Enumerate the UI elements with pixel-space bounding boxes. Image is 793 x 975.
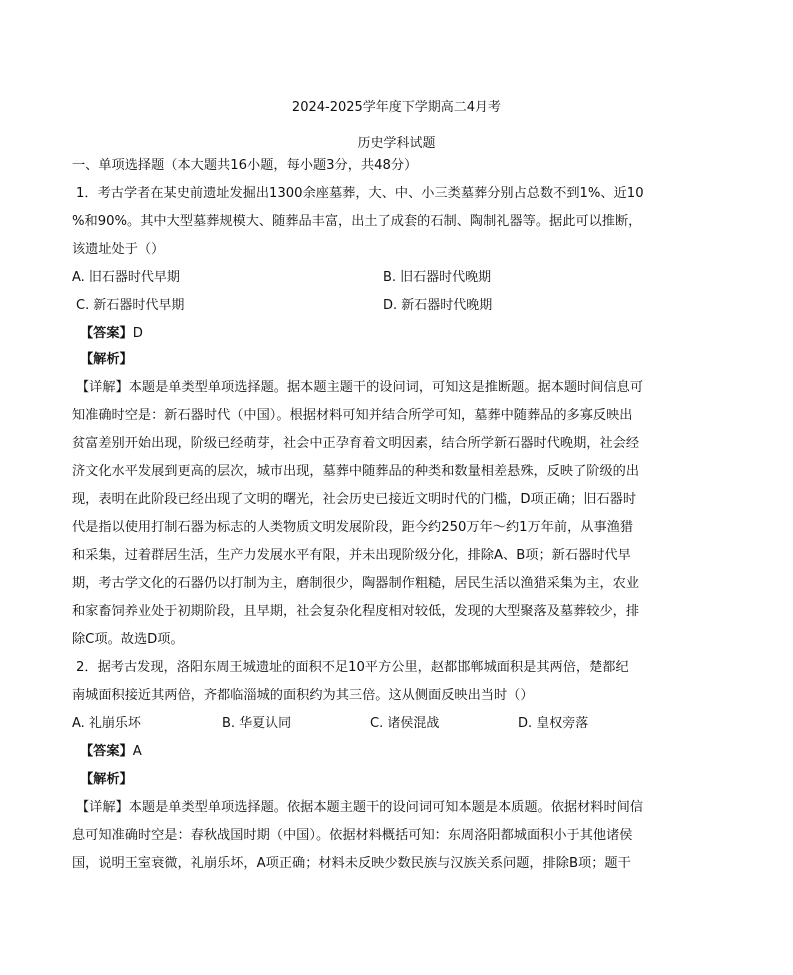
q1-detail-line-4: 济文化水平发展到更高的层次，城市出现，墓葬中随葬品的种类和数量相差悬殊，反映了阶级的出	[72, 464, 640, 479]
q2-stem-line-1: 2．据考古发现，洛阳东周王城遗址的面积不足10平方公里，赵都邯郸城面积是其两倍，楚都纪	[76, 660, 629, 675]
q1-analysis-tag: 【解析】	[80, 352, 133, 367]
q1-detail-line-6: 代是指以使用打制石器为标志的人类物质文明发展阶段，距今约250万年～约1万年前，从事渔猎	[72, 520, 634, 535]
q1-detail-line-7: 和采集，过着群居生活，生产力发展水平有限，并未出现阶级分化，排除A、B项；新石器时代早	[72, 548, 631, 563]
q1-detail-line-8: 期，考古学文化的石器仍以打制为主，磨制很少，陶器制作粗糙，居民生活以渔猎采集为主，农业	[72, 576, 640, 591]
q1-answer	[80, 324, 143, 344]
exam-title: 2024-2025学年度下学期高二4月考	[291, 100, 502, 115]
q2-answer	[80, 742, 142, 762]
q2-detail-line-1: 【详解】本题是单类型单项选择题。依据本题主题干的设问词可知本题是本质题。依据材料时间信	[76, 800, 644, 815]
q1-answer-tag: 【答案】	[80, 326, 133, 341]
q1-option-a: A. 旧石器时代早期	[72, 270, 180, 285]
q2-stem-line-2: 南城面积接近其两倍，齐都临淄城的面积约为其三倍。这从侧面反映出当时（）	[72, 688, 534, 703]
q2-option-a: A. 礼崩乐坏	[72, 716, 141, 731]
q1-detail-line-5: 现，表明在此阶段已经出现了文明的曙光，社会历史已接近文明时代的门槛，D项正确；旧石器时	[72, 492, 637, 507]
q1-stem-line-3: 该遗址处于（）	[72, 242, 165, 257]
q2-option-b: B. 华夏认同	[222, 716, 292, 731]
q1-option-b: B. 旧石器时代晚期	[383, 270, 492, 285]
q2-option-d: D. 皇权旁落	[518, 716, 589, 731]
q1-option-c: C. 新石器时代早期	[76, 298, 185, 313]
q1-detail-line-3: 贫富差别开始出现，阶级已经萌芽，社会中正孕育着文明因素，结合所学新石器时代晚期，社会经	[72, 436, 640, 451]
q1-detail-line-2: 知准确时空是：新石器时代（中国）。根据材料可知并结合所学可知，墓葬中随葬品的多寡反映出	[72, 408, 633, 423]
q1-answer-value: D	[132, 326, 143, 341]
q2-answer-tag: 【答案】	[80, 744, 133, 759]
q1-stem-line-2: %和90%。其中大型墓葬规模大、随葬品丰富，出土了成套的石制、陶制礼器等。据此可以推断，	[72, 214, 642, 229]
q1-detail-line-9: 和家畜饲养业处于初期阶段，且早期，社会复杂化程度相对较低，发现的大型聚落及墓葬较少，排	[72, 604, 640, 619]
subject-title: 历史学科试题	[357, 136, 436, 151]
q2-answer-value: A	[132, 744, 142, 759]
q2-option-c: C. 诸侯混战	[370, 716, 440, 731]
q1-stem-line-1: 1．考古学者在某史前遗址发掘出1300余座墓葬，大、中、小三类墓葬分别占总数不到1%、近10	[76, 186, 644, 201]
q2-analysis-tag: 【解析】	[80, 772, 133, 787]
q2-detail-line-2: 息可知准确时空是：春秋战国时期（中国）。依据材料概括可知：东周洛阳都城面积小于其他诸侯	[72, 828, 633, 843]
section-heading: 一、单项选择题（本大题共16小题，每小题3分，共48分）	[72, 158, 418, 173]
q2-detail-line-3: 国，说明王室衰微，礼崩乐坏，A项正确；材料未反映少数民族与汉族关系问题，排除B项；题干	[72, 856, 631, 871]
q1-detail-line-10: 除C项。故选D项。	[72, 632, 184, 647]
q1-detail-line-1: 【详解】本题是单类型单项选择题。据本题主题干的设问词，可知这是推断题。据本题时间信息可	[76, 380, 644, 395]
q1-option-d: D. 新石器时代晚期	[383, 298, 493, 313]
